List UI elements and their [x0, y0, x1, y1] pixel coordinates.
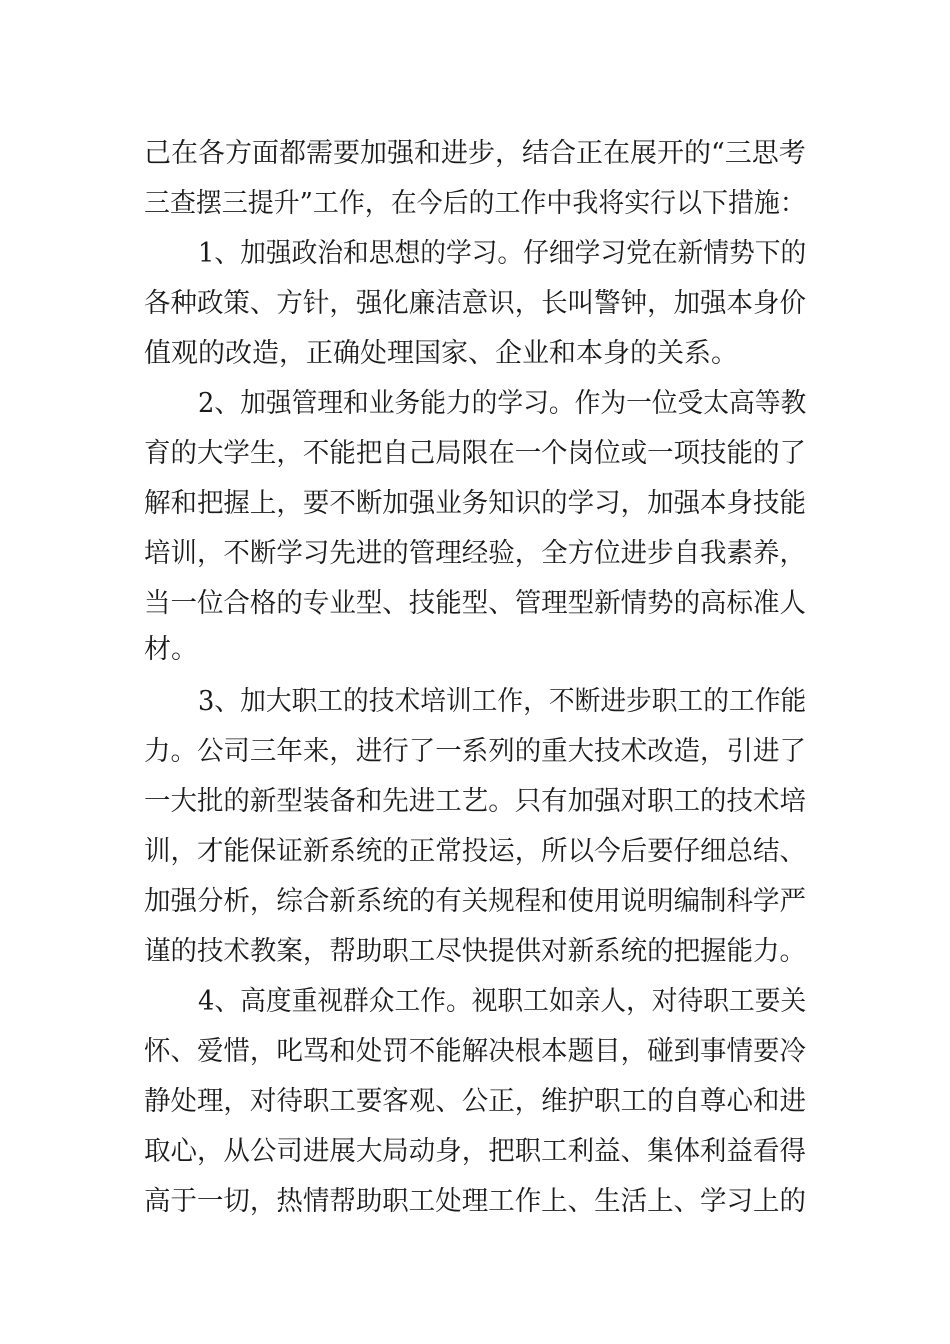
text-line-content: 值观的改造，正确处理国家、企业和本身的关系。 [144, 338, 738, 369]
text-line-content: 三查摆三提升”工作，在今后的工作中我将实行以下措施： [144, 188, 806, 219]
text-line-content: 培训，不断学习先进的管理经验，全方位进步自我素养， [144, 538, 806, 569]
text-line-content: 育的大学生，不能把自己局限在一个岗位或一项技能的了 [144, 438, 806, 469]
text-line [0, 824, 950, 880]
paragraph-start-line [0, 674, 950, 730]
text-line-content: 力。公司三年来，进行了一系列的重大技术改造，引进了 [144, 736, 806, 767]
text-line-content: 各种政策、方针，强化廉洁意识，长叫警钟，加强本身价 [144, 288, 806, 319]
text-line-content: 当一位合格的专业型、技能型、管理型新情势的高标准人 [144, 588, 806, 619]
text-line [0, 276, 950, 332]
text-line [0, 874, 950, 930]
text-line-content: 谨的技术教案，帮助职工尽快提供对新系统的把握能力。 [144, 936, 806, 967]
text-line [0, 1174, 950, 1230]
text-line [0, 724, 950, 780]
text-line [0, 774, 950, 830]
text-line [0, 924, 950, 980]
text-line-content: 训，才能保证新系统的正常投运，所以今后要仔细总结、 [144, 836, 806, 867]
text-line [0, 426, 950, 482]
text-line-content: 解和把握上，要不断加强业务知识的学习，加强本身技能 [144, 488, 806, 519]
paragraph-start-line [0, 974, 950, 1030]
text-line-content: 取心，从公司进展大局动身，把职工利益、集体利益看得 [144, 1136, 806, 1167]
text-line [0, 1124, 950, 1180]
text-line-content: 怀、爱惜，叱骂和处罚不能解决根本题目，碰到事情要冷 [144, 1036, 806, 1067]
text-line-content: 3、加大职工的技术培训工作，不断进步职工的工作能 [198, 686, 807, 717]
text-line-content: 2、加强管理和业务能力的学习。作为一位受太高等教 [198, 388, 807, 419]
text-line-content: 静处理，对待职工要客观、公正，维护职工的自尊心和进 [144, 1086, 806, 1117]
text-line-content: 高于一切，热情帮助职工处理工作上、生活上、学习上的 [144, 1186, 806, 1217]
text-line-content: 己在各方面都需要加强和进步，结合正在展开的“三思考 [144, 138, 806, 169]
text-line [0, 1074, 950, 1130]
paragraph-start-line [0, 376, 950, 432]
text-line [0, 326, 950, 382]
text-line-content: 一大批的新型装备和先进工艺。只有加强对职工的技术培 [144, 786, 806, 817]
text-line [0, 476, 950, 532]
text-line [0, 126, 950, 182]
text-line [0, 1024, 950, 1080]
text-line-content: 材。 [144, 634, 198, 665]
text-line-content: 1、加强政治和思想的学习。仔细学习党在新情势下的 [198, 238, 807, 269]
text-line-content: 加强分析，综合新系统的有关规程和使用说明编制科学严 [144, 886, 806, 917]
text-line-content: 4、高度重视群众工作。视职工如亲人，对待职工要关 [198, 986, 807, 1017]
text-line [0, 622, 950, 678]
paragraph-start-line [0, 226, 950, 282]
text-line [0, 176, 950, 232]
text-line [0, 526, 950, 582]
